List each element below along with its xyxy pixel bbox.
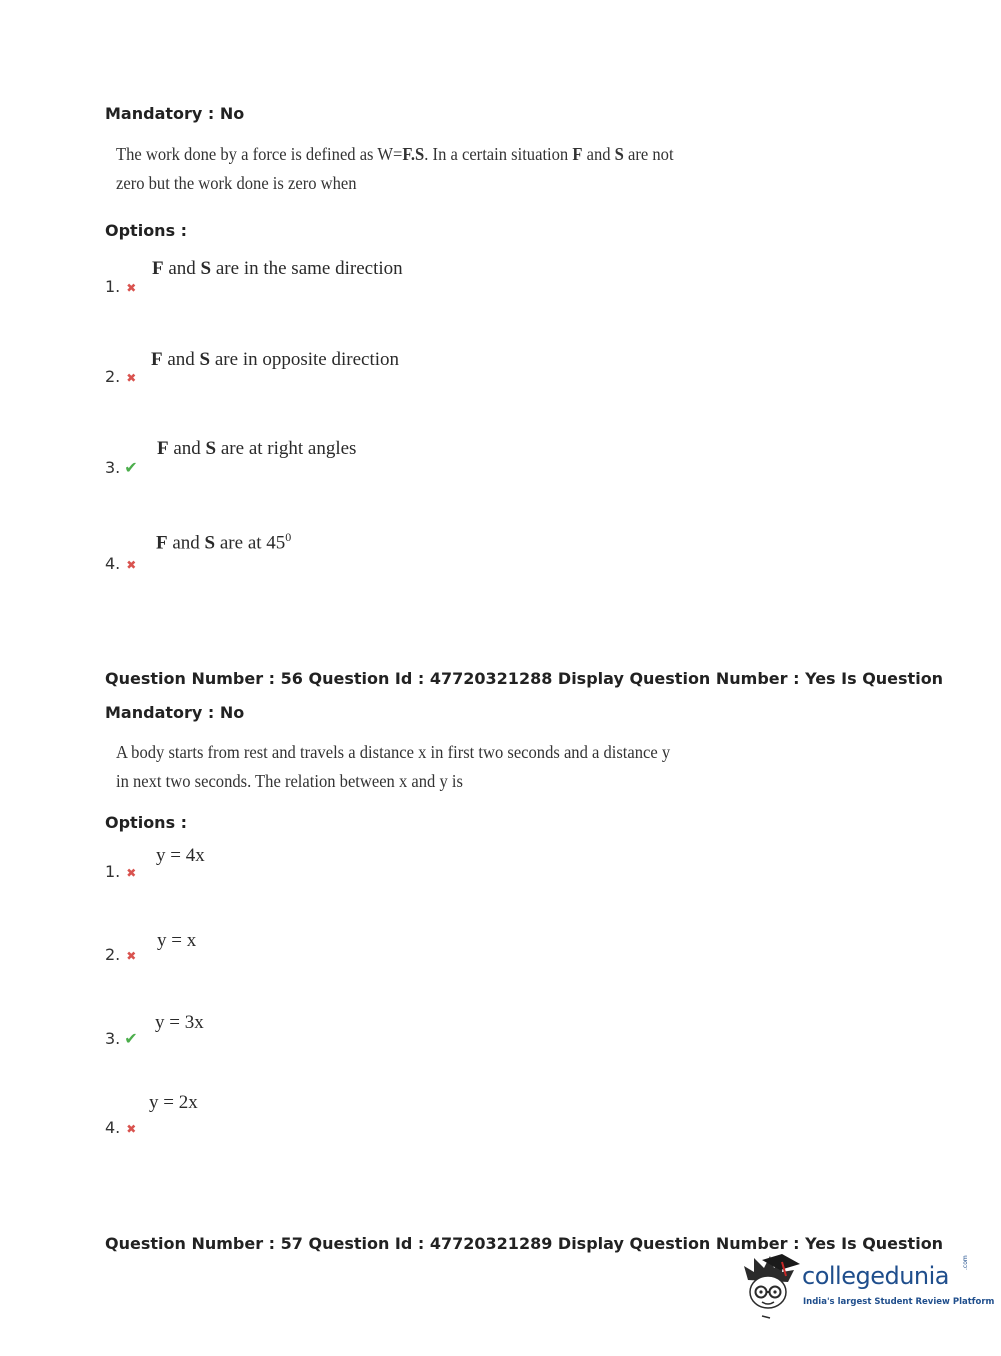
correct-mark-icon: ✔ [124,458,138,477]
option-number: 2. ✖ [105,945,137,964]
question-line-part: The work done by a force is defined as W= [116,144,403,164]
question-text-2 [116,738,670,796]
wrong-mark-icon: ✖ [126,1122,137,1136]
wrong-mark-icon: ✖ [126,558,137,572]
mandatory-label-1: Mandatory : No [105,104,245,123]
option-number: 1. ✖ [105,862,137,881]
logo-suffix: .com [962,1255,969,1270]
mandatory-label-2: Mandatory : No [105,703,245,722]
option-text: y = 2x [149,1092,198,1113]
student-mascot-icon [742,1252,802,1322]
wrong-mark-icon: ✖ [126,281,137,295]
wrong-mark-icon: ✖ [126,866,137,880]
wrong-mark-icon: ✖ [126,949,137,963]
collegedunia-logo [742,1252,995,1322]
options-label-2: Options : [105,813,188,832]
question-line: in next two seconds. The relation between x and y is [116,771,463,791]
correct-mark-icon: ✔ [124,1029,138,1048]
wrong-mark-icon: ✖ [126,371,137,385]
option-number: 3. ✔ [105,458,138,477]
option-number: 4. ✖ [105,554,137,573]
option-text: F and S are in opposite direction [151,349,400,370]
question-text-1 [116,140,674,198]
option-text: F and S are in the same direction [152,258,403,279]
question-line: zero but the work done is zero when [116,173,357,193]
option-text: y = 3x [155,1012,204,1033]
logo-name: collegedunia [802,1262,950,1290]
logo-tagline: India's largest Student Review Platform [803,1297,995,1307]
options-label-1: Options : [105,221,188,240]
question-header-56: Question Number : 56 Question Id : 47720321288 Display Question Number : Yes Is Question [105,669,944,688]
option-text: F and S are at $45^0$ [156,530,292,554]
option-text: y = 4x [156,845,205,866]
option-text: y = x [157,930,197,951]
question-line: The work done by a force is defined as W=F.S. In a certain situation F and S are not [116,144,674,164]
option-number: 4. ✖ [105,1118,137,1137]
option-number: 2. ✖ [105,367,137,386]
option-number: 3. ✔ [105,1029,138,1048]
question-header-57: Question Number : 57 Question Id : 47720321289 Display Question Number : Yes Is Question [105,1234,944,1253]
question-line: A body starts from rest and travels a distance x in first two seconds and a distance y [116,742,671,762]
option-number: 1. ✖ [105,277,137,296]
option-text: F and S are at right angles [157,438,357,459]
